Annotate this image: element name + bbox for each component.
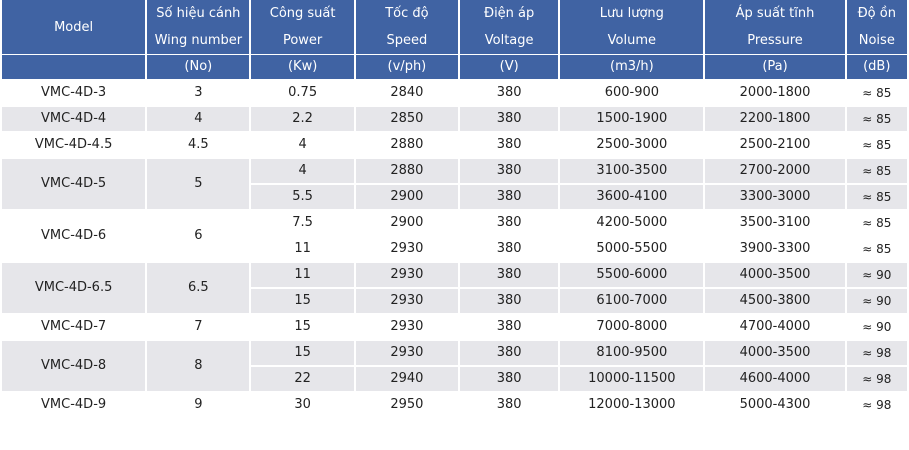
cell-noise: ≈ 85 <box>847 105 907 131</box>
table-body <box>2 79 907 417</box>
cell-power: 0.75 <box>251 79 353 105</box>
cell-power: 15 <box>251 313 353 339</box>
cell-voltage: 380 <box>460 287 558 313</box>
cell-voltage: 380 <box>460 261 558 287</box>
cell-model: VMC-4D-6.5 <box>2 261 145 313</box>
cell-noise: ≈ 85 <box>847 209 907 235</box>
cell-noise: ≈ 85 <box>847 235 907 261</box>
cell-pressure: 4000-3500 <box>705 339 844 365</box>
header-speed-unit: (v/ph) <box>356 54 458 79</box>
header-power-en: Power <box>251 27 353 54</box>
table-row <box>2 105 907 131</box>
cell-wing: 6.5 <box>147 261 249 313</box>
cell-pressure: 3500-3100 <box>705 209 844 235</box>
table-row <box>2 79 907 105</box>
cell-voltage: 380 <box>460 105 558 131</box>
table-header <box>2 0 907 79</box>
cell-noise: ≈ 90 <box>847 261 907 287</box>
cell-speed: 2930 <box>356 261 458 287</box>
cell-volume: 600-900 <box>560 79 703 105</box>
header-noise-unit: (dB) <box>847 54 907 79</box>
cell-voltage: 380 <box>460 183 558 209</box>
cell-power: 11 <box>251 235 353 261</box>
cell-voltage: 380 <box>460 131 558 157</box>
cell-model: VMC-4D-8 <box>2 339 145 391</box>
cell-pressure: 2700-2000 <box>705 157 844 183</box>
cell-model: VMC-4D-5 <box>2 157 145 209</box>
cell-volume: 3100-3500 <box>560 157 703 183</box>
header-speed-vi: Tốc độ <box>356 0 458 27</box>
header-noise-en: Noise <box>847 27 907 54</box>
cell-speed: 2930 <box>356 287 458 313</box>
cell-power: 15 <box>251 339 353 365</box>
cell-noise: ≈ 98 <box>847 339 907 365</box>
table-row <box>2 209 907 235</box>
cell-wing: 9 <box>147 391 249 417</box>
cell-wing: 8 <box>147 339 249 391</box>
cell-model: VMC-4D-4 <box>2 105 145 131</box>
header-voltage-en: Voltage <box>460 27 558 54</box>
cell-voltage: 380 <box>460 313 558 339</box>
header-unit-blank <box>2 54 145 79</box>
cell-wing: 6 <box>147 209 249 261</box>
cell-speed: 2940 <box>356 365 458 391</box>
cell-model: VMC-4D-6 <box>2 209 145 261</box>
header-noise-vi: Độ ồn <box>847 0 907 27</box>
cell-speed: 2930 <box>356 313 458 339</box>
cell-noise: ≈ 98 <box>847 391 907 417</box>
cell-volume: 7000-8000 <box>560 313 703 339</box>
cell-speed: 2880 <box>356 157 458 183</box>
cell-volume: 6100-7000 <box>560 287 703 313</box>
cell-wing: 5 <box>147 157 249 209</box>
cell-power: 2.2 <box>251 105 353 131</box>
cell-voltage: 380 <box>460 391 558 417</box>
cell-volume: 12000-13000 <box>560 391 703 417</box>
header-voltage-vi: Điện áp <box>460 0 558 27</box>
cell-pressure: 2200-1800 <box>705 105 844 131</box>
cell-noise: ≈ 98 <box>847 365 907 391</box>
cell-pressure: 3900-3300 <box>705 235 844 261</box>
cell-noise: ≈ 85 <box>847 183 907 209</box>
cell-power: 5.5 <box>251 183 353 209</box>
cell-speed: 2930 <box>356 339 458 365</box>
cell-volume: 1500-1900 <box>560 105 703 131</box>
header-speed-en: Speed <box>356 27 458 54</box>
cell-volume: 5000-5500 <box>560 235 703 261</box>
cell-speed: 2880 <box>356 131 458 157</box>
cell-speed: 2950 <box>356 391 458 417</box>
header-power-unit: (Kw) <box>251 54 353 79</box>
table-row <box>2 339 907 365</box>
cell-noise: ≈ 85 <box>847 131 907 157</box>
cell-pressure: 2000-1800 <box>705 79 844 105</box>
cell-volume: 8100-9500 <box>560 339 703 365</box>
cell-model: VMC-4D-9 <box>2 391 145 417</box>
cell-voltage: 380 <box>460 235 558 261</box>
cell-volume: 10000-11500 <box>560 365 703 391</box>
cell-noise: ≈ 90 <box>847 313 907 339</box>
cell-speed: 2900 <box>356 183 458 209</box>
cell-noise: ≈ 85 <box>847 157 907 183</box>
header-wing-unit: (No) <box>147 54 249 79</box>
cell-noise: ≈ 90 <box>847 287 907 313</box>
header-pressure-vi: Áp suất tĩnh <box>705 0 844 27</box>
cell-power: 4 <box>251 157 353 183</box>
header-model: Model <box>2 0 145 54</box>
cell-pressure: 4500-3800 <box>705 287 844 313</box>
table-row <box>2 313 907 339</box>
cell-wing: 4.5 <box>147 131 249 157</box>
header-wing-en: Wing number <box>147 27 249 54</box>
cell-pressure: 4700-4000 <box>705 313 844 339</box>
cell-model: VMC-4D-7 <box>2 313 145 339</box>
table-row <box>2 391 907 417</box>
cell-speed: 2840 <box>356 79 458 105</box>
cell-pressure: 5000-4300 <box>705 391 844 417</box>
table-row <box>2 131 907 157</box>
cell-wing: 3 <box>147 79 249 105</box>
cell-voltage: 380 <box>460 79 558 105</box>
cell-power: 7.5 <box>251 209 353 235</box>
header-power-vi: Công suất <box>251 0 353 27</box>
cell-wing: 7 <box>147 313 249 339</box>
cell-power: 11 <box>251 261 353 287</box>
cell-wing: 4 <box>147 105 249 131</box>
table-row <box>2 261 907 287</box>
header-pressure-en: Pressure <box>705 27 844 54</box>
cell-speed: 2900 <box>356 209 458 235</box>
header-wing-vi: Số hiệu cánh <box>147 0 249 27</box>
cell-volume: 4200-5000 <box>560 209 703 235</box>
cell-voltage: 380 <box>460 209 558 235</box>
cell-pressure: 3300-3000 <box>705 183 844 209</box>
cell-pressure: 4000-3500 <box>705 261 844 287</box>
cell-volume: 5500-6000 <box>560 261 703 287</box>
cell-pressure: 2500-2100 <box>705 131 844 157</box>
header-volume-unit: (m3/h) <box>560 54 703 79</box>
cell-model: VMC-4D-3 <box>2 79 145 105</box>
cell-noise: ≈ 85 <box>847 79 907 105</box>
cell-power: 22 <box>251 365 353 391</box>
cell-speed: 2930 <box>356 235 458 261</box>
cell-voltage: 380 <box>460 339 558 365</box>
cell-volume: 2500-3000 <box>560 131 703 157</box>
header-volume-en: Volume <box>560 27 703 54</box>
cell-voltage: 380 <box>460 157 558 183</box>
cell-model: VMC-4D-4.5 <box>2 131 145 157</box>
cell-volume: 3600-4100 <box>560 183 703 209</box>
cell-pressure: 4600-4000 <box>705 365 844 391</box>
cell-power: 4 <box>251 131 353 157</box>
cell-speed: 2850 <box>356 105 458 131</box>
cell-voltage: 380 <box>460 365 558 391</box>
header-voltage-unit: (V) <box>460 54 558 79</box>
cell-power: 30 <box>251 391 353 417</box>
header-volume-vi: Lưu lượng <box>560 0 703 27</box>
table-row <box>2 157 907 183</box>
cell-power: 15 <box>251 287 353 313</box>
header-pressure-unit: (Pa) <box>705 54 844 79</box>
